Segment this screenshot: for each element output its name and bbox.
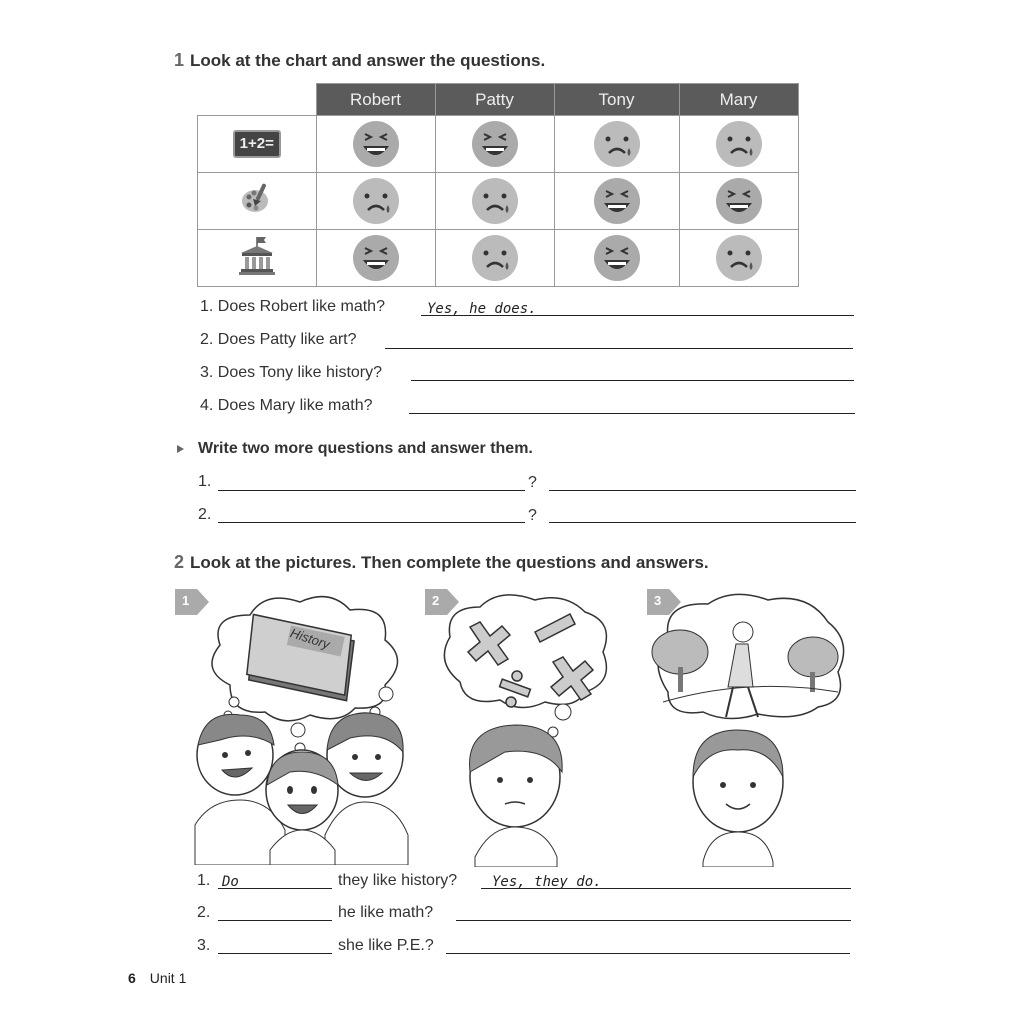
extra-number-2: 2. <box>198 506 212 523</box>
history-building-icon <box>198 230 317 287</box>
likes-chart <box>197 83 799 287</box>
unit-label: Unit 1 <box>149 970 187 986</box>
answer-line-1[interactable] <box>421 315 854 316</box>
picture-2-boy-math <box>435 592 615 867</box>
question-2: 2. Does Patty like art? <box>200 331 357 348</box>
chart-row-math <box>198 116 799 173</box>
extra-heading: Write two more questions and answer them. <box>198 440 533 457</box>
column-header: Robert <box>316 84 435 116</box>
column-header: Tony <box>554 84 679 116</box>
picture-tag-label: 1 <box>182 593 190 608</box>
item-number-1: 1. <box>197 872 211 889</box>
answer-line-4[interactable] <box>409 413 855 414</box>
answer-line-3[interactable] <box>411 380 854 381</box>
picture-tag-label: 2 <box>432 593 440 608</box>
happy-face-icon <box>554 230 679 287</box>
chart-row-art <box>198 173 799 230</box>
math-board-text: 1+2= <box>239 135 274 152</box>
happy-face-icon <box>435 116 554 173</box>
exercise-1-heading <box>174 50 545 71</box>
page-footer <box>128 970 186 986</box>
picture-1-kids-history <box>190 590 420 865</box>
happy-face-icon <box>679 173 798 230</box>
picture-3-girl-pe <box>648 592 853 867</box>
math-board-icon <box>198 116 317 173</box>
extra-number-1: 1. <box>198 473 212 490</box>
chart-row-history <box>198 230 799 287</box>
happy-face-icon <box>316 230 435 287</box>
exercise-number: 1 <box>174 50 185 70</box>
fill-line-3[interactable] <box>218 953 332 954</box>
book-label: History <box>288 625 332 652</box>
item-answer-1: Yes, they do. <box>492 874 602 890</box>
chart-corner <box>198 84 317 116</box>
sad-face-icon <box>679 116 798 173</box>
answer-line-item-3[interactable] <box>446 953 850 954</box>
answer-line-2[interactable] <box>385 348 853 349</box>
extra-answer-line-2[interactable] <box>549 522 856 523</box>
item-number-3: 3. <box>197 937 211 954</box>
page-number: 6 <box>128 970 136 986</box>
item-text-1: they like history? <box>338 872 458 889</box>
fill-line-1[interactable] <box>218 888 332 889</box>
exercise-number: 2 <box>174 552 185 572</box>
question-4: 4. Does Mary like math? <box>200 397 373 414</box>
sad-face-icon <box>316 173 435 230</box>
exercise-title: Look at the chart and answer the questions. <box>190 51 546 70</box>
question-3: 3. Does Tony like history? <box>200 364 383 381</box>
sad-face-icon <box>435 230 554 287</box>
fill-line-2[interactable] <box>218 920 332 921</box>
item-text-3: she like P.E.? <box>338 937 434 954</box>
answer-line-item-2[interactable] <box>456 920 851 921</box>
answer-1-handwritten: Yes, he does. <box>427 301 537 317</box>
happy-face-icon <box>316 116 435 173</box>
item-number-2: 2. <box>197 904 211 921</box>
extra-answer-line-1[interactable] <box>549 490 856 491</box>
extra-qmark-2: ? <box>528 507 537 524</box>
exercise-title: Look at the pictures. Then complete the questions and answers. <box>190 553 709 572</box>
column-header: Patty <box>435 84 554 116</box>
sad-face-icon <box>554 116 679 173</box>
happy-face-icon <box>554 173 679 230</box>
item-text-2: he like math? <box>338 904 434 921</box>
extra-question-line-1[interactable] <box>218 490 525 491</box>
extra-qmark-1: ? <box>528 474 537 491</box>
sad-face-icon <box>435 173 554 230</box>
exercise-2-heading <box>174 552 709 573</box>
answer-line-item-1[interactable] <box>481 888 851 889</box>
item-fill-1: Do <box>222 874 239 890</box>
extra-question-line-2[interactable] <box>218 522 525 523</box>
bullet-arrow-icon <box>177 445 184 453</box>
column-header: Mary <box>679 84 798 116</box>
sad-face-icon <box>679 230 798 287</box>
picture-tag-label: 3 <box>654 593 662 608</box>
art-palette-icon <box>198 173 317 230</box>
question-1: 1. Does Robert like math? <box>200 298 385 315</box>
